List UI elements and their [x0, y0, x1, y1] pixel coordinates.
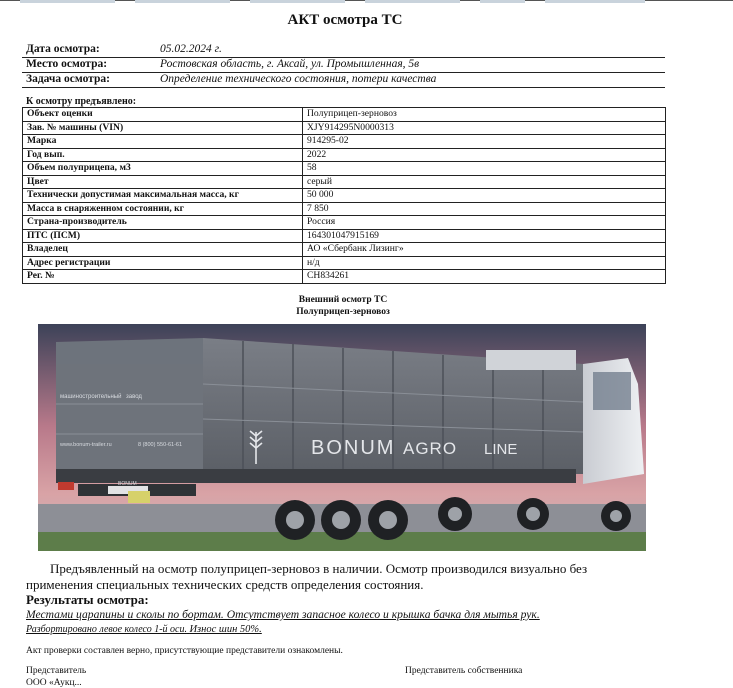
spec-key: Цвет: [23, 175, 303, 189]
spec-key: Адрес регистрации: [23, 256, 303, 270]
spec-value: 914295-02: [303, 135, 666, 149]
info-label: Задача осмотра:: [26, 73, 110, 85]
cab-window: [593, 372, 631, 410]
warning-panel: [128, 491, 150, 503]
plant-label: завод: [126, 394, 142, 400]
representative-left: Представитель: [26, 666, 87, 676]
spec-key: Объем полуприцепа, м3: [23, 162, 303, 176]
info-label: Место осмотра:: [26, 58, 108, 70]
rear-brand-label: BONUM: [118, 481, 137, 487]
info-label: Дата осмотра:: [26, 43, 100, 55]
table-row: [23, 216, 666, 230]
spec-value: н/д: [303, 256, 666, 270]
spec-key: ПТС (ПСМ): [23, 229, 303, 243]
rim: [448, 507, 462, 521]
info-value: Определение технического состояния, потери качества: [160, 73, 437, 85]
rim: [379, 511, 397, 529]
spec-key: Страна-производитель: [23, 216, 303, 230]
site-label: www.bonum-trailer.ru: [60, 442, 112, 448]
table-row: [23, 256, 666, 270]
acknowledgement-note: Акт проверки составлен верно, присутствующие представители ознакомлены.: [26, 646, 343, 656]
table-row: [23, 202, 666, 216]
description-paragraph: Предъявленный на осмотр полуприцеп-зерновоз в наличии. Осмотр производился визуально без применения специальных технических средств определения состояния.: [26, 561, 588, 592]
rear-light: [58, 482, 74, 490]
table-row: [23, 135, 666, 149]
line-text: LINE: [484, 441, 518, 458]
spec-key: Рег. №: [23, 270, 303, 284]
spec-key: Масса в снаряженном состоянии, кг: [23, 202, 303, 216]
spec-value: Полуприцеп-зерновоз: [303, 108, 666, 122]
spec-key: Год вып.: [23, 148, 303, 162]
table-row: [23, 162, 666, 176]
rim: [610, 510, 622, 522]
spec-value: 7 850: [303, 202, 666, 216]
table-row: [23, 189, 666, 203]
results-title: Результаты осмотра:: [26, 592, 149, 607]
spec-key: Марка: [23, 135, 303, 149]
top-border: [0, 0, 733, 4]
spec-key: Технически допустимая максимальная масса, кг: [23, 189, 303, 203]
table-row: [23, 243, 666, 257]
info-row-task: [22, 72, 665, 88]
representative-right: Представитель собственника: [405, 666, 523, 676]
table-row: [23, 148, 666, 162]
info-value: Ростовская область, г. Аксай, ул. Промышленная, 5в: [160, 58, 420, 70]
rim: [526, 507, 540, 521]
table-row: [23, 108, 666, 122]
brand-text: BONUM: [311, 437, 396, 459]
maker-label: машиностроительный: [60, 394, 122, 400]
table-row: [23, 121, 666, 135]
spec-value: 58: [303, 162, 666, 176]
info-row-date: [22, 42, 665, 58]
trailer-photo: [38, 324, 646, 551]
table-row: [23, 175, 666, 189]
spec-value: 2022: [303, 148, 666, 162]
cutoff-line: ООО «Аукц...: [26, 678, 82, 688]
rim: [286, 511, 304, 529]
trailer-front-panel: [56, 364, 206, 469]
spec-value: серый: [303, 175, 666, 189]
results-line-2: Разбортировано левое колесо 1-й оси. Износ шин 50%.: [26, 624, 262, 635]
spec-value: АО «Сбербанк Лизинг»: [303, 243, 666, 257]
tarp-roof: [56, 338, 203, 368]
cab-spoiler: [486, 350, 576, 370]
info-value: 05.02.2024 г.: [160, 43, 222, 55]
table-row: [23, 270, 666, 284]
photo-caption-title: Внешний осмотр ТС: [298, 295, 388, 305]
spec-value: 50 000: [303, 189, 666, 203]
rim: [332, 511, 350, 529]
spec-key: Владелец: [23, 243, 303, 257]
spec-value: СН834261: [303, 270, 666, 284]
spec-value: Россия: [303, 216, 666, 230]
presented-label: К осмотру предъявлено:: [26, 96, 137, 107]
spec-value: 164301047915169: [303, 229, 666, 243]
spec-key: Зав. № машины (VIN): [23, 121, 303, 135]
results-line-1: Местами царапины и сколы по бортам. Отсутствует запасное колесо и крышка бачка для мытья рук.: [26, 608, 540, 621]
spec-key: Объект оценки: [23, 108, 303, 122]
model-text: AGRO: [403, 439, 458, 458]
photo-caption-subtitle: Полуприцеп-зерновоз: [296, 307, 390, 317]
specs-table: [22, 107, 666, 284]
page-title: АКТ осмотра ТС: [287, 12, 403, 28]
phone-label: 8 (800) 550-61-61: [138, 442, 183, 448]
table-row: [23, 229, 666, 243]
spec-value: XJY914295N0000313: [303, 121, 666, 135]
info-row-place: [22, 57, 665, 73]
